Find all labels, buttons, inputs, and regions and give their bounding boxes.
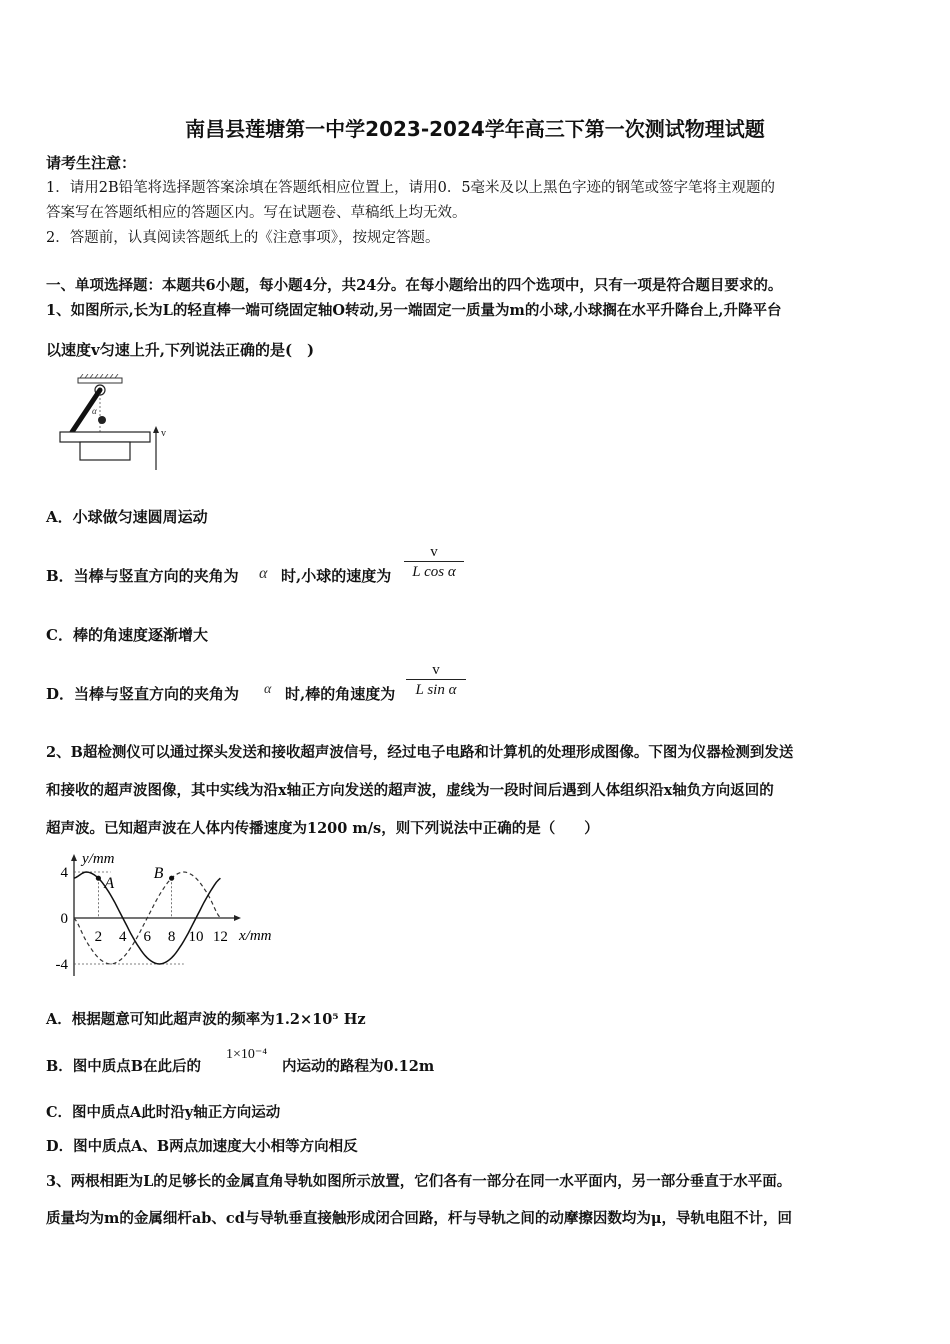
q1-option-b-numerator: v bbox=[430, 544, 438, 560]
x-tick-label: 10 bbox=[188, 929, 204, 945]
q1-option-c: C．棒的角速度逐渐增大 bbox=[46, 626, 208, 644]
y-axis-arrowhead bbox=[71, 854, 77, 861]
q2-option-b-time: 1×10⁻⁴ bbox=[226, 1047, 268, 1062]
q2-option-a: A．根据题意可知此超声波的频率为1.2×10⁵ Hz bbox=[46, 1011, 366, 1028]
q1-platform-base bbox=[80, 442, 130, 460]
y-axis-label: y/mm bbox=[82, 851, 115, 867]
q2-stem-line-3: 超声波。已知超声波在人体内传播速度为1200 m/s，则下列说法中正确的是（ ） bbox=[46, 820, 599, 837]
x-tick-label: 8 bbox=[167, 929, 176, 945]
q2-stem-line-1: 2、B超检测仪可以通过探头发送和接收超声波信号，经过电子电路和计算机的处理形成图像。下图为仪器检测到发送 bbox=[46, 744, 794, 761]
q3-stem-line-2: 质量均为m的金属细杆ab、cd与导轨垂直接触形成闭合回路，杆与导轨之间的动摩擦因数均为μ，导轨电阻不计，回 bbox=[46, 1210, 792, 1227]
page-title: 南昌县莲塘第一中学2023-2024学年高三下第一次测试物理试题 bbox=[185, 117, 765, 141]
q2-wave-chart bbox=[42, 846, 292, 980]
q3-stem-line-1: 3、两根相距为L的足够长的金属直角导轨如图所示放置，它们各有一部分在同一水平面内，另一部分垂直于水平面。 bbox=[46, 1173, 792, 1190]
q1-figure bbox=[52, 374, 182, 474]
q1-velocity-arrowhead bbox=[153, 426, 159, 433]
q1-velocity-label: v bbox=[161, 428, 166, 439]
x-tick-label: 6 bbox=[143, 929, 151, 945]
x-tick-label: 2 bbox=[94, 929, 103, 945]
x-tick-label: 12 bbox=[212, 929, 228, 945]
y-tick-label: -4 bbox=[55, 957, 68, 973]
q2-option-d: D．图中质点A、B两点加速度大小相等方向相反 bbox=[46, 1138, 358, 1155]
q1-small-ball bbox=[98, 416, 106, 424]
q1-option-b-fraction bbox=[404, 543, 464, 582]
q2-stem-line-2: 和接收的超声波图像，其中实线为沿x轴正方向发送的超声波，虚线为一段时间后遇到人体组织沿x轴负方向返回的 bbox=[46, 782, 774, 799]
point-a-marker bbox=[96, 876, 101, 881]
q1-stem-line-1: 1、如图所示,长为L的轻直棒一端可绕固定轴O转动,另一端固定一质量为m的小球,小球搁在水平升降台上,升降平台 bbox=[46, 302, 782, 319]
point-b-marker bbox=[169, 876, 174, 881]
q1-option-d-fraction bbox=[406, 661, 466, 700]
x-axis-label: x/mm bbox=[239, 928, 272, 944]
section-heading: 一、单项选择题：本题共6小题，每小题4分，共24分。在每小题给出的四个选项中，只有一项是符合题目要求的。 bbox=[46, 277, 783, 294]
q1-ceiling-support bbox=[78, 378, 122, 383]
q1-option-b-denominator: L cos α bbox=[412, 564, 456, 580]
notice-heading: 请考生注意： bbox=[46, 154, 137, 172]
y-tick-label: 4 bbox=[60, 865, 68, 881]
y-tick-label: 0 bbox=[60, 911, 68, 927]
x-axis-arrowhead bbox=[234, 915, 241, 921]
q1-option-b-alpha: α bbox=[259, 565, 268, 582]
q1-option-b-middle: 时,小球的速度为 bbox=[281, 567, 392, 585]
q1-option-d-denominator: L sin α bbox=[415, 682, 457, 698]
q1-stem-line-2: 以速度v匀速上升,下列说法正确的是( ) bbox=[46, 341, 315, 359]
x-tick-label: 4 bbox=[119, 929, 127, 945]
q1-option-d-numerator: v bbox=[432, 662, 440, 678]
q1-option-b-prefix: B．当棒与竖直方向的夹角为 bbox=[46, 567, 239, 585]
notice-line-1b: 答案写在答题纸相应的答题区内。写在试题卷、草稿纸上均无效。 bbox=[46, 205, 467, 221]
q1-platform bbox=[60, 432, 150, 442]
q1-option-a: A．小球做匀速圆周运动 bbox=[46, 508, 208, 526]
q1-alpha-label: α bbox=[92, 406, 97, 416]
notice-line-2: 2．答题前，认真阅读答题纸上的《注意事项》，按规定答题。 bbox=[46, 230, 440, 246]
notice-line-1: 1．请用2B铅笔将选择题答案涂填在答题纸相应位置上，请用0．5毫米及以上黑色字迹的钢笔或签字笔将主观题的 bbox=[46, 180, 776, 196]
q1-option-d-prefix: D．当棒与竖直方向的夹角为 bbox=[46, 685, 240, 703]
q1-option-d-middle: 时,棒的角速度为 bbox=[285, 685, 396, 703]
q2-option-c: C．图中质点A此时沿y轴正方向运动 bbox=[46, 1104, 281, 1121]
point-a-label: A bbox=[104, 875, 115, 893]
q1-option-d-alpha: α bbox=[264, 682, 272, 697]
point-b-label: B bbox=[153, 865, 164, 883]
q2-option-b-prefix: B．图中质点B在此后的 bbox=[46, 1058, 202, 1075]
q2-option-b-suffix: 内运动的路程为0.12m bbox=[282, 1058, 435, 1075]
